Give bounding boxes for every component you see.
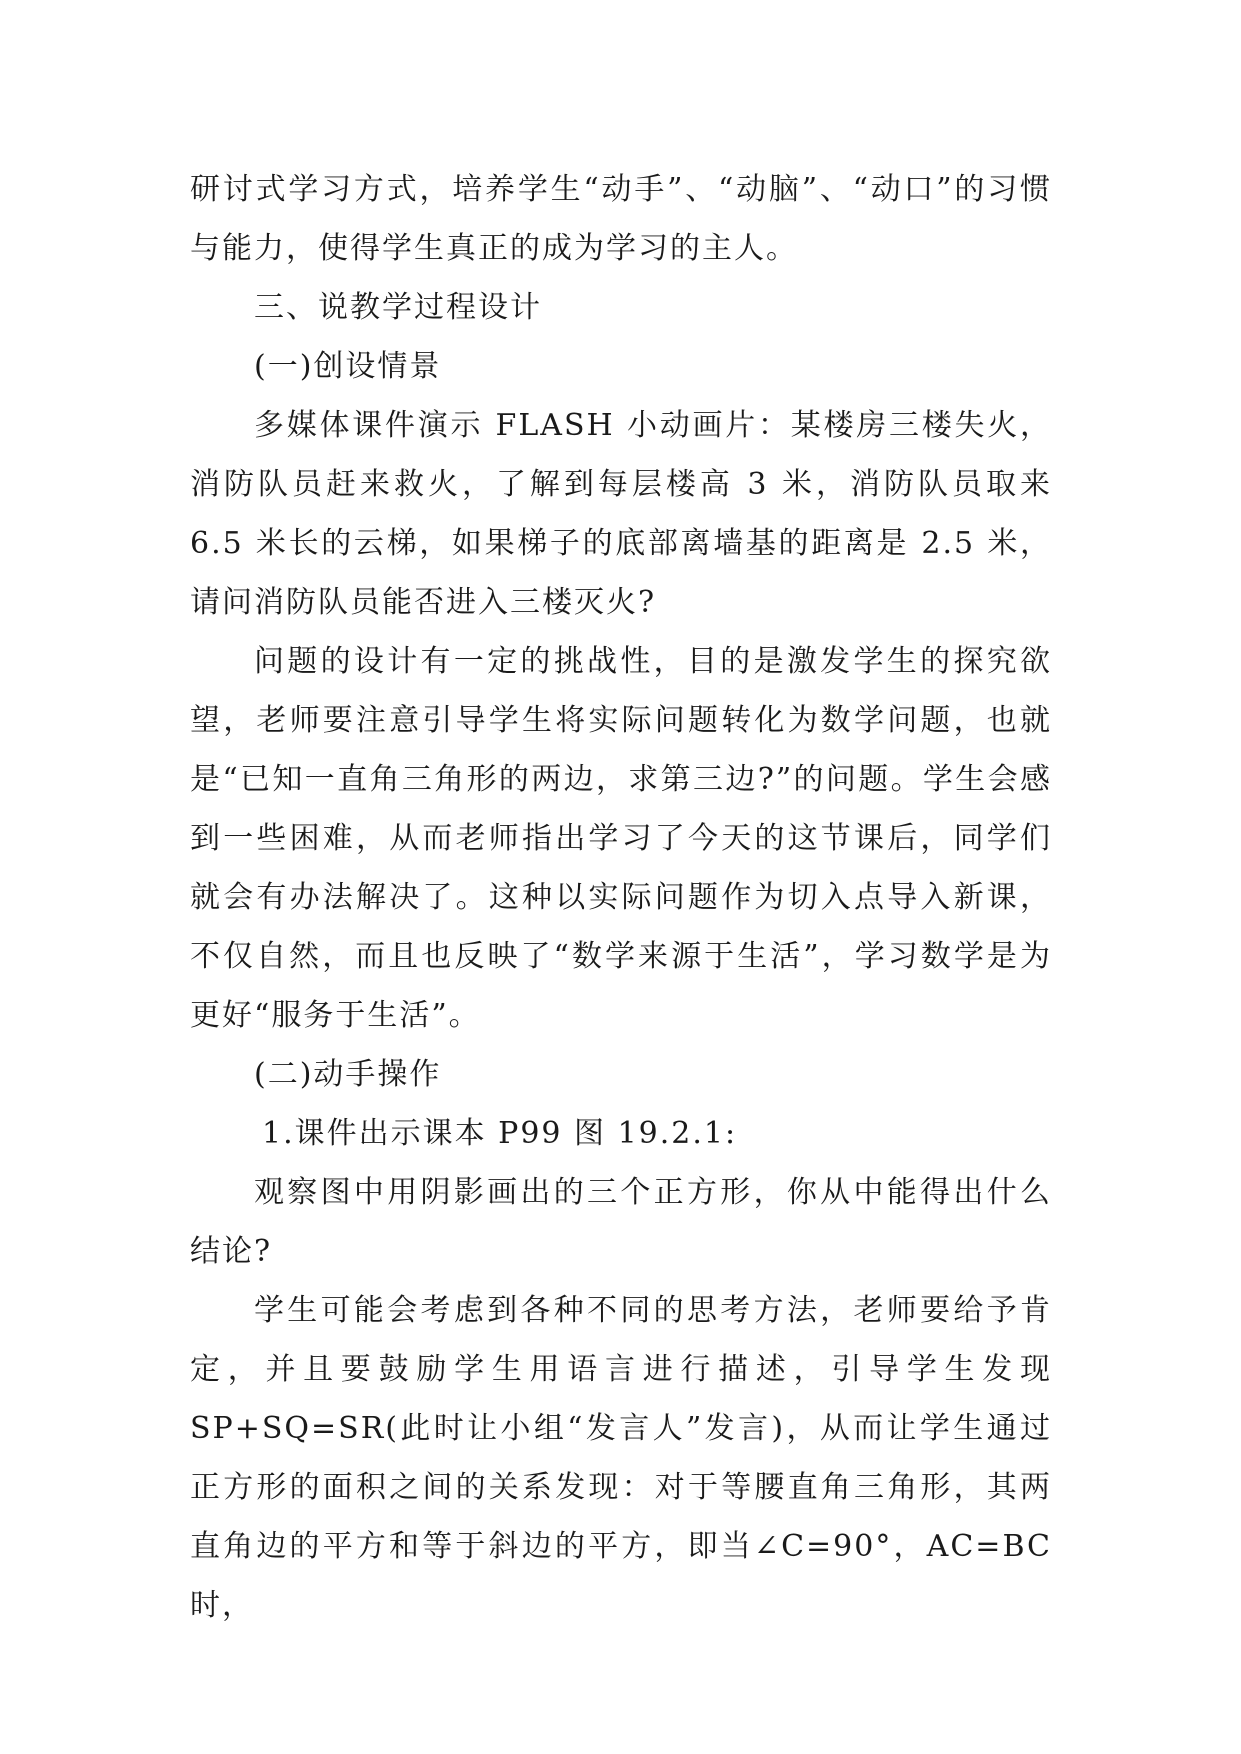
subsection-heading-hands-on: (二)动手操作	[254, 1057, 442, 1092]
paragraph-continuation: 研讨式学习方式，培养学生“动手”、“动脑”、“动口”的习惯与能力，使得学生真正的成为学习的主人。	[190, 172, 1052, 266]
section-heading-teaching-process: 三、说教学过程设计	[254, 290, 542, 325]
paragraph-student-methods: 学生可能会考虑到各种不同的思考方法，老师要给予肯定，并且要鼓励学生用语言进行描述，引导学生发现 SP+SQ=SR(此时让小组“发言人”发言)，从而让学生通过正方形的面积之间的关系发现：对于等腰直角三角形，其两直角边的平方和等于斜边的平方，即当∠C=90°，AC=BC 时，	[190, 1293, 1052, 1623]
paragraph-flash-animation: 多媒体课件演示 FLASH 小动画片：某楼房三楼失火，消防队员赶来救火，了解到每层楼高 3 米，消防队员取来 6.5 米长的云梯，如果梯子的底部离墙基的距离是 2.5 米，请问消防队员能否进入三楼灭火?	[190, 408, 1052, 620]
paragraph-observe-squares: 观察图中用阴影画出的三个正方形，你从中能得出什么结论?	[190, 1175, 1052, 1269]
subsection-heading-create-scenario: (一)创设情景	[254, 349, 442, 384]
document-body	[190, 160, 1052, 1635]
list-item-courseware: 1.课件出示课本 P99 图 19.2.1:	[262, 1116, 738, 1151]
paragraph-problem-design: 问题的设计有一定的挑战性，目的是激发学生的探究欲望，老师要注意引导学生将实际问题转化为数学问题，也就是“已知一直角三角形的两边，求第三边?”的问题。学生会感到一些困难，从而老师指出学习了今天的这节课后，同学们就会有办法解决了。这种以实际问题作为切入点导入新课，不仅自然，而且也反映了“数学来源于生活”，学习数学是为更好“服务于生活”。	[190, 644, 1052, 1033]
